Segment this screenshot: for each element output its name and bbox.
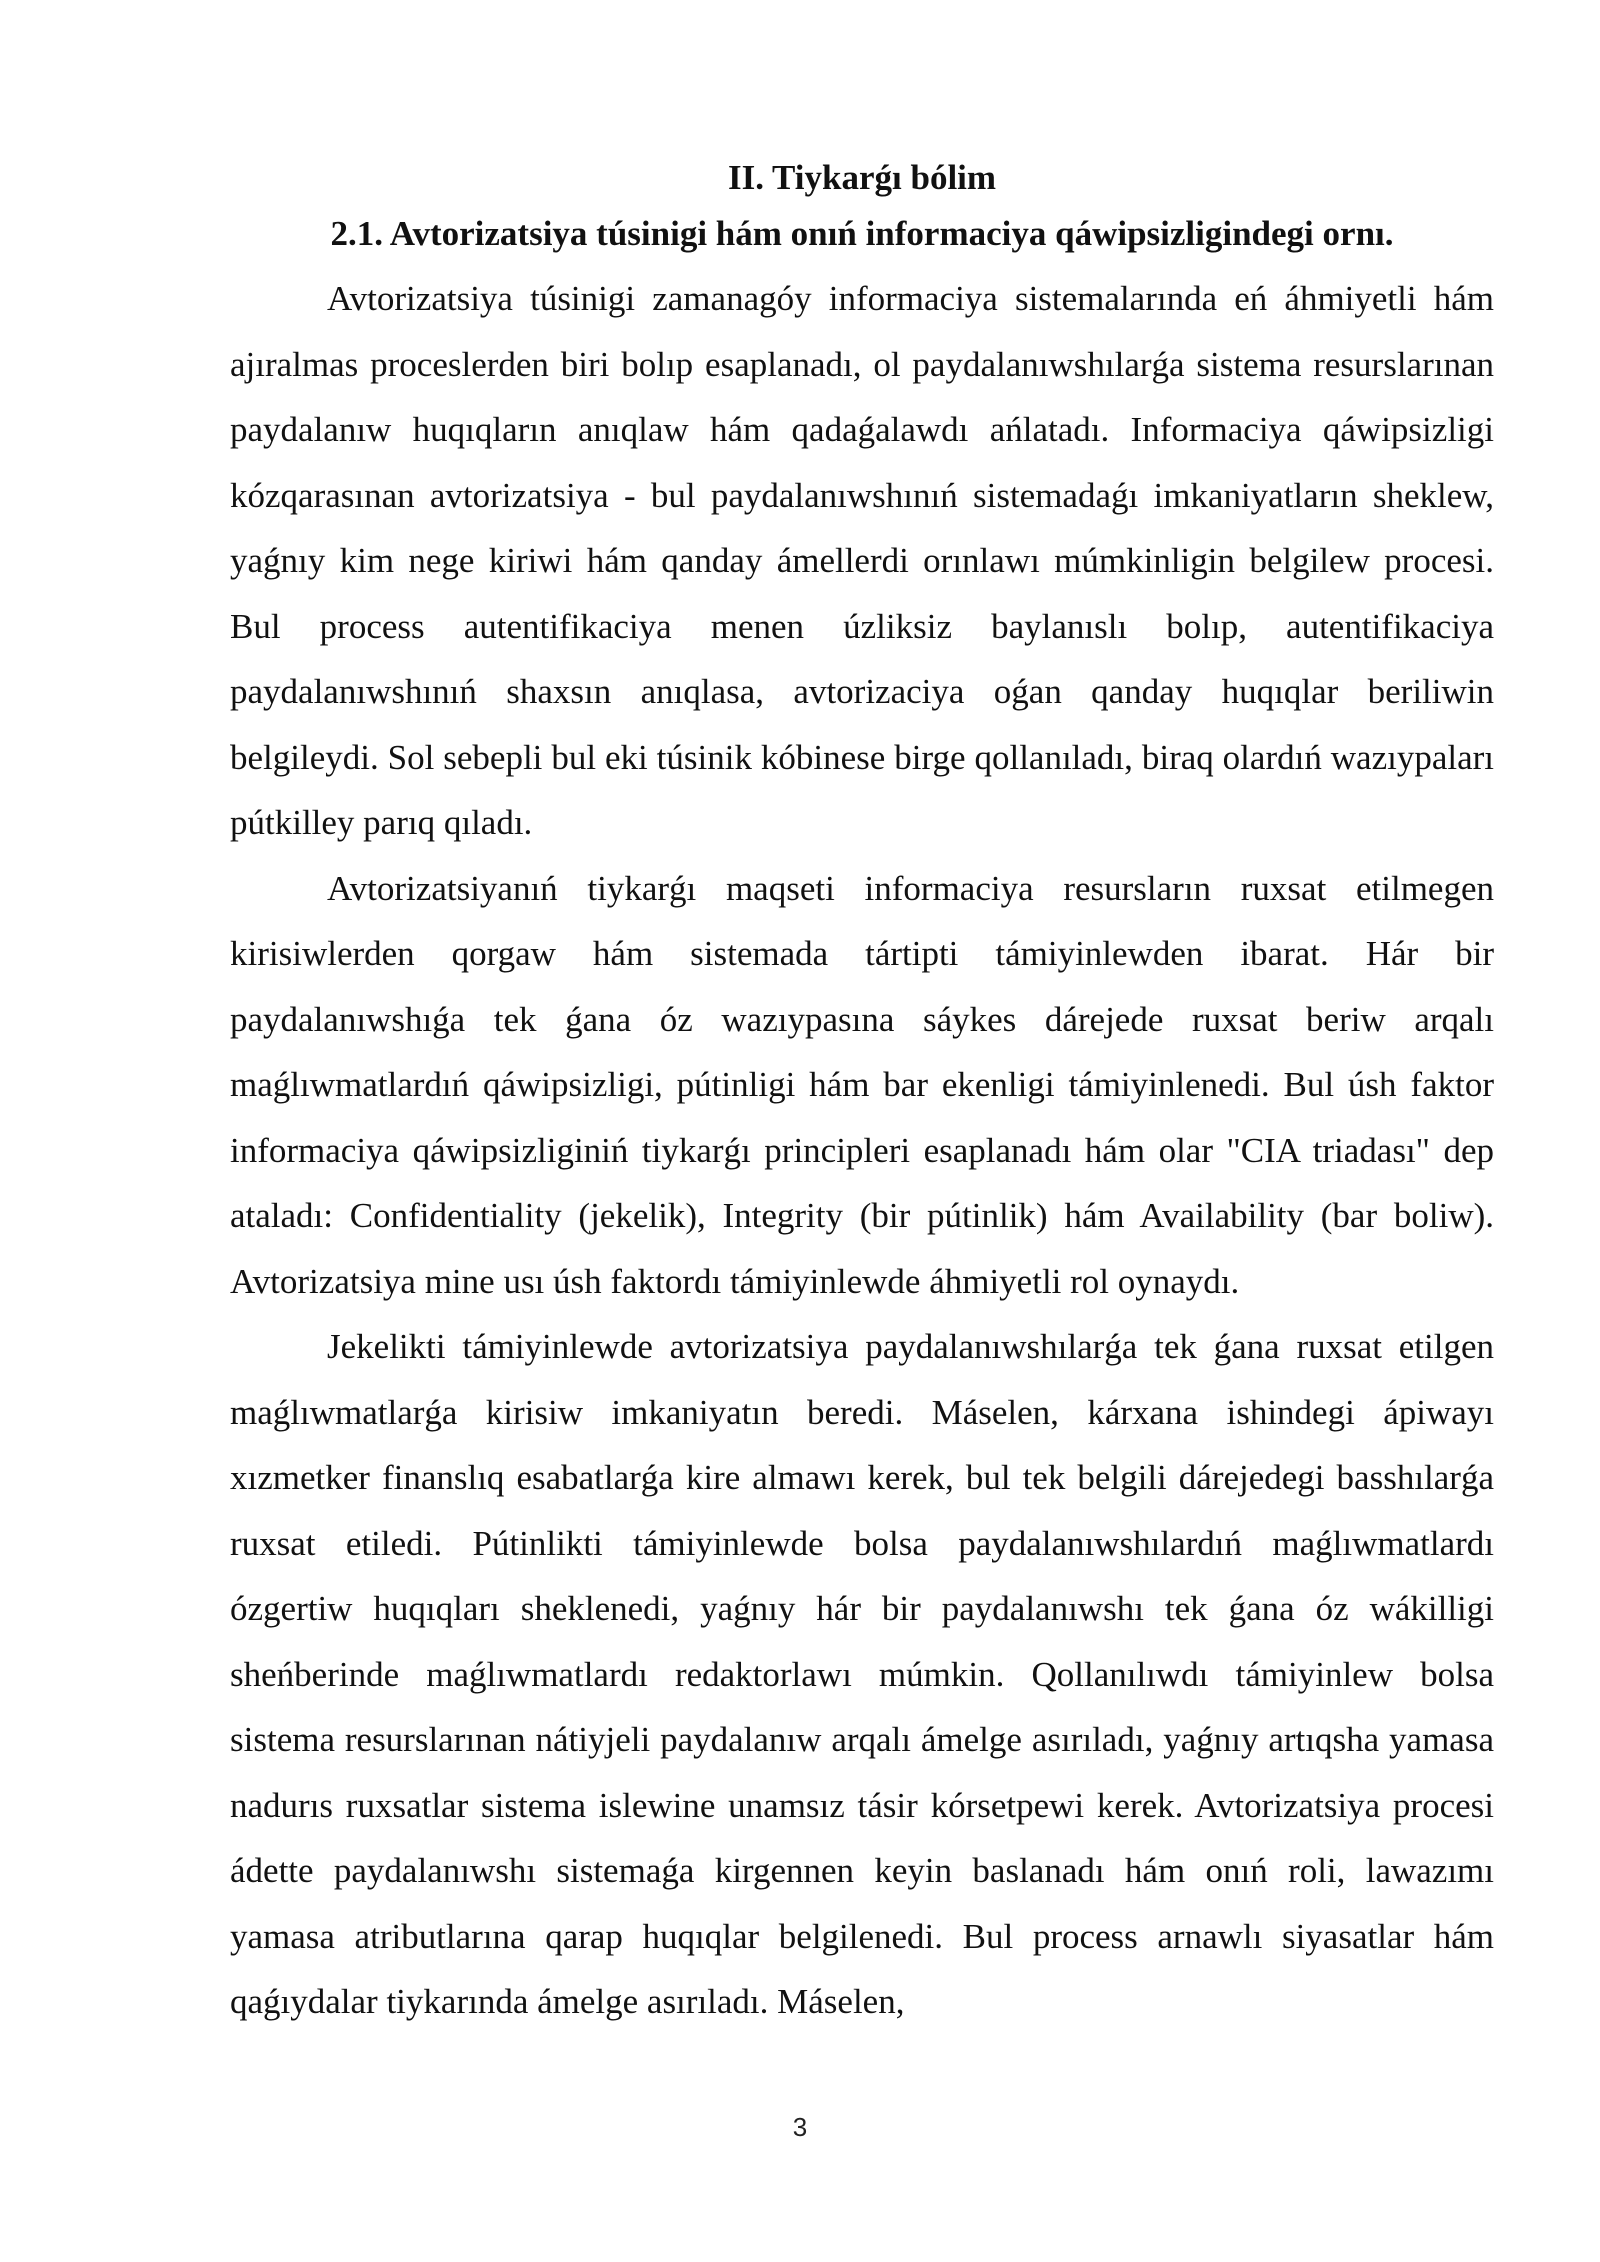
- paragraph: Avtorizatsiyanıń tiykarǵı maqseti informaciya resursların ruxsat etilmegen kirisiwlerden qorgaw hám sistemada tártipti támiyinlewden ibarat. Hár bir paydalanıwshıǵa tek ǵana óz wazıypasına sáykes dárejede ruxsat beriw arqalı maǵlıwmatlardıń qáwipsizligi, pútinligi hám bar ekenligi támiyinlenedi. Bul úsh faktor informaciya qáwipsizliginiń tiykarǵı principleri esaplanadı hám olar "CIA triadası" dep ataladı: Confidentiality (jekelik), Integrity (bir pútinlik) hám Availability (bar boliw). Avtorizatsiya mine usı úsh faktordı támiyinlewde áhmiyetli rol oynaydı.: [230, 868, 1494, 1301]
- page-number: 3: [792, 2112, 808, 2142]
- paragraph: Jekelikti támiyinlewde avtorizatsiya paydalanıwshılarǵa tek ǵana ruxsat etilgen maǵlıwmatlarǵa kirisiw imkaniyatın beredi. Máselen, kárxana ishindegi ápiwayı xızmetker finanslıq esabatlarǵa kire almawı kerek, bul tek belgili dárejedegi basshılarǵa ruxsat etiledi. Pútinlikti támiyinlewde bolsa paydalanıwshılardıń maǵlıwmatlardı ózgertiw huqıqları sheklenedi, yaǵnıy hár bir paydalanıwshı tek ǵana óz wákilligi sheńberinde maǵlıwmatlardı redaktorlawı múmkin. Qollanılıwdı támiyinlew bolsa sistema resurslarınan nátiyjeli paydalanıw arqalı ámelge asırıladı, yaǵnıy artıqsha yamasa nadurıs ruxsatlar sistema islewine unamsız tásir kórsetpewi kerek. Avtorizatsiya procesi ádette paydalanıwshı sistemaǵa kirgennen keyin baslanadı hám onıń roli, lawazımı yamasa atributlarına qarap huqıqlar belgilenedi. Bul process arnawlı siyasatlar hám qaǵıydalar tiykarında ámelge asırıladı. Máselen,: [230, 1327, 1494, 2021]
- paragraph: Avtorizatsiya túsinigi zamanagóy informaciya sistemalarında eń áhmiyetli hám ajıralmas proceslerden biri bolıp esaplanadı, ol paydalanıwshılarǵa sistema resurslarınan paydalanıw huqıqların anıqlaw hám qadaǵalawdı ańlatadı. Informaciya qáwipsizligi kózqarasınan avtorizatsiya - bul paydalanıwshınıń sistemadaǵı imkaniyatların sheklew, yaǵnıy kim nege kiriwi hám qanday ámellerdi orınlawı múmkinligin belgilew procesi. Bul process autentifikaciya menen úzliksiz baylanıslı bolıp, autentifikaciya paydalanıwshınıń shaxsın anıqlasa, avtorizaciya oǵan qanday huqıqlar beriliwin belgileydi. Sol sebepli bul eki túsinik kóbinese birge qollanıladı, biraq olardıń wazıypaları pútkilley parıq qıladı.: [230, 279, 1494, 842]
- page-content: [230, 150, 1494, 2035]
- section-title: II. Tiykarǵı bólim: [727, 158, 997, 197]
- subsection-title: 2.1. Avtorizatsiya túsinigi hám onıń informaciya qáwipsizligindegi ornı.: [330, 214, 1394, 253]
